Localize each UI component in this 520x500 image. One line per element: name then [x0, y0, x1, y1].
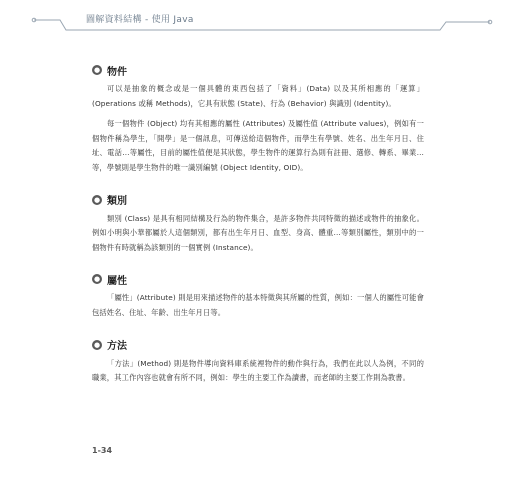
section-title: 方法 [107, 341, 127, 353]
paragraph: 可以是抽象的概念或是一個具體的東西包括了「資料」(Data) 以及其所相應的「運算」(Operations 或稱 Methods)，它具有狀態 (State)、行為 (Behavior) 與識別 (Identity)。 [92, 84, 424, 108]
section-title: 物件 [107, 66, 127, 78]
section-heading [92, 62, 424, 78]
section-heading [92, 337, 424, 353]
section-heading [92, 192, 424, 208]
section-heading [92, 271, 424, 287]
section-method [92, 337, 424, 386]
header-rule-lines [0, 0, 520, 44]
page-number: 1-34 [92, 446, 113, 455]
section-title: 屬性 [107, 275, 127, 287]
paragraph: 類別 (Class) 是具有相同結構及行為的物件集合，是許多物件共同特徵的描述或物件的抽象化。例如小明與小華都屬於人這個類別，都有出生年月日、血型、身高、體重…等類別屬性，類別中的一個物件有時就稱為該類別的一個實例 (Instance)。 [92, 213, 424, 252]
section-title: 類別 [107, 196, 127, 208]
paragraph: 「屬性」(Attribute) 則是用來描述物件的基本特徵與其所屬的性質，例如：一個人的屬性可能會包括姓名、住址、年齡、出生年月日等。 [92, 293, 424, 317]
circle-bullet-icon: ● [93, 195, 101, 204]
paragraph: 每一個物件 (Object) 均有其相應的屬性 (Attributes) 及屬性值 (Attribute values)，例如有一個物件稱為學生，「開學」是一個訊息，可傳送給這個物件，而學生有學號、姓名、出生年月日、住址、電話…等屬性，目前的屬性值便是其狀態，學生物件的運算行為則有註冊、選修、轉系、畢業…等，學號則是學生物件的唯一識別編號 (Object Identity, OID)。 [92, 119, 424, 172]
running-header-title: 圖解資料結構 - 使用 Java [86, 15, 194, 25]
section-attribute [92, 271, 424, 320]
page-body [92, 62, 424, 386]
circle-bullet-icon: ● [93, 275, 101, 284]
page-header [0, 0, 520, 44]
circle-bullet-icon: ● [93, 66, 101, 74]
section-class [92, 192, 424, 256]
paragraph: 「方法」(Method) 則是物件導向資料庫系統裡物件的動作與行為，我們在此以人為例，不同的職業，其工作內容也就會有所不同，例如：學生的主要工作為讀書，而老師的主要工作則為教書。 [92, 358, 424, 383]
section-object [92, 62, 424, 176]
circle-bullet-icon: ● [93, 340, 101, 349]
